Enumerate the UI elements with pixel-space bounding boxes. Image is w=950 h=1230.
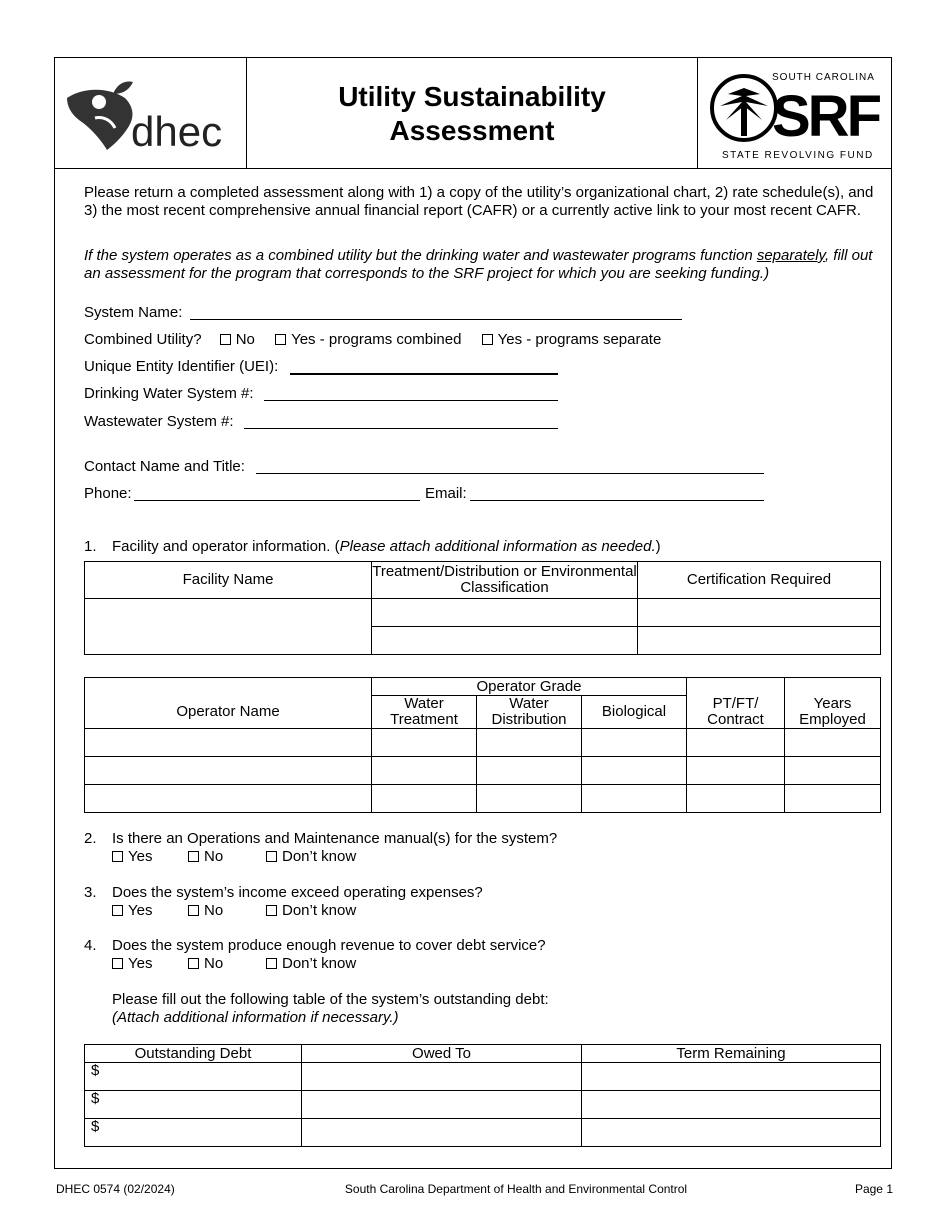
debt-intro: Please fill out the following table of the system’s outstanding debt: — [112, 991, 549, 1008]
phone-field[interactable] — [134, 500, 420, 501]
svg-text:SRF: SRF — [772, 84, 879, 149]
facility-table — [84, 561, 881, 655]
q3-dont-know-option[interactable]: Don’t know — [266, 902, 356, 919]
wastewater-field[interactable] — [244, 428, 558, 429]
intro-paragraph: Please return a completed assessment along with 1) a copy of the utility’s organizational chart, 2) rate schedule(s), and 3) the most recent comprehensive annual financial report (CAFR) or a currently active link to your most recent CAFR. — [84, 184, 874, 219]
water-treatment-header: Water Treatment — [372, 696, 477, 729]
owed-to-cell[interactable] — [302, 1091, 582, 1119]
email-label: Email: — [425, 485, 467, 502]
table-row — [85, 785, 881, 813]
q4-dont-know-option[interactable]: Don’t know — [266, 955, 356, 972]
form-header — [55, 58, 891, 169]
debt-amount-cell[interactable]: $ — [85, 1119, 302, 1147]
operator-grade-header: Operator Grade — [372, 678, 687, 696]
classification-cell[interactable] — [372, 627, 638, 655]
table-row — [85, 729, 881, 757]
checkbox-icon[interactable] — [266, 958, 277, 969]
combined-yes-combined-option[interactable]: Yes - programs combined — [275, 331, 461, 348]
table-row — [85, 1119, 881, 1147]
combined-no-option[interactable]: No — [220, 331, 255, 348]
classification-header: Treatment/Distribution or Environmental Classification — [372, 562, 638, 599]
q2-number: 2. — [84, 830, 97, 847]
svg-text:dhec: dhec — [131, 108, 223, 155]
combined-yes-separate-option[interactable]: Yes - programs separate — [482, 331, 662, 348]
srf-logo-cell — [697, 58, 891, 168]
q2-no-option[interactable]: No — [188, 848, 266, 866]
operator-cell[interactable] — [85, 729, 372, 757]
operator-cell[interactable] — [372, 729, 477, 757]
q1-number: 1. — [84, 538, 97, 555]
water-distribution-header: Water Distribution — [477, 696, 582, 729]
operator-cell[interactable] — [582, 785, 687, 813]
system-name-field[interactable] — [190, 319, 682, 320]
checkbox-icon[interactable] — [482, 334, 493, 345]
term-remaining-cell[interactable] — [582, 1119, 881, 1147]
checkbox-icon[interactable] — [112, 905, 123, 916]
q3-no-option[interactable]: No — [188, 902, 266, 920]
page-number: Page 1 — [854, 1182, 893, 1196]
debt-table — [84, 1044, 881, 1147]
classification-cell[interactable] — [372, 599, 638, 627]
facility-name-cell[interactable] — [85, 599, 372, 655]
checkbox-icon[interactable] — [220, 334, 231, 345]
q1-text: Facility and operator information. (Please attach additional information as needed.) — [112, 538, 661, 555]
q3-options — [112, 902, 356, 920]
q4-number: 4. — [84, 937, 97, 954]
operator-cell[interactable] — [687, 757, 785, 785]
phone-label: Phone: — [84, 485, 132, 502]
owed-to-cell[interactable] — [302, 1063, 582, 1091]
q4-yes-option[interactable]: Yes — [112, 955, 188, 973]
checkbox-icon[interactable] — [188, 905, 199, 916]
svg-text:STATE REVOLVING FUND: STATE REVOLVING FUND — [722, 150, 874, 161]
contact-label: Contact Name and Title: — [84, 458, 245, 475]
table-row — [85, 1091, 881, 1119]
operator-cell[interactable] — [785, 757, 881, 785]
checkbox-icon[interactable] — [112, 851, 123, 862]
checkbox-icon[interactable] — [188, 958, 199, 969]
q4-text: Does the system produce enough revenue to cover debt service? — [112, 937, 546, 954]
term-remaining-cell[interactable] — [582, 1091, 881, 1119]
operator-cell[interactable] — [785, 785, 881, 813]
owed-to-header: Owed To — [302, 1045, 582, 1063]
debt-amount-cell[interactable]: $ — [85, 1063, 302, 1091]
page-title: Utility Sustainability Assessment — [338, 81, 606, 146]
operator-cell[interactable] — [85, 757, 372, 785]
operator-name-header: Operator Name — [85, 678, 372, 729]
operator-cell[interactable] — [687, 729, 785, 757]
operator-cell[interactable] — [477, 729, 582, 757]
agency-name: South Carolina Department of Health and Environmental Control — [344, 1182, 688, 1196]
intro-note: If the system operates as a combined utility but the drinking water and wastewater programs function separately, fill out an assessment for the program that corresponds to the SRF project for which you are seeking funding.) — [84, 247, 873, 282]
checkbox-icon[interactable] — [275, 334, 286, 345]
q3-number: 3. — [84, 884, 97, 901]
q2-yes-option[interactable]: Yes — [112, 848, 188, 866]
drinking-water-field[interactable] — [264, 400, 558, 401]
q2-options — [112, 848, 356, 866]
system-name-label: System Name: — [84, 304, 183, 321]
contact-field[interactable] — [256, 473, 764, 474]
operator-cell[interactable] — [477, 785, 582, 813]
operator-cell[interactable] — [85, 785, 372, 813]
q4-options — [112, 955, 356, 973]
svg-text:SOUTH CAROLINA: SOUTH CAROLINA — [772, 72, 875, 83]
checkbox-icon[interactable] — [112, 958, 123, 969]
srf-logo — [698, 58, 892, 169]
operator-cell[interactable] — [687, 785, 785, 813]
operator-cell[interactable] — [582, 757, 687, 785]
operator-cell[interactable] — [582, 729, 687, 757]
certification-header: Certification Required — [638, 562, 881, 599]
form-id: DHEC 0574 (02/2024) — [56, 1182, 175, 1196]
debt-amount-cell[interactable]: $ — [85, 1091, 302, 1119]
operator-cell[interactable] — [372, 757, 477, 785]
q3-text: Does the system’s income exceed operating expenses? — [112, 884, 483, 901]
q2-dont-know-option[interactable]: Don’t know — [266, 848, 356, 865]
checkbox-icon[interactable] — [266, 851, 277, 862]
uei-field[interactable] — [290, 373, 558, 375]
pt-ft-header: PT/FT/ Contract — [687, 678, 785, 729]
certification-cell[interactable] — [638, 627, 881, 655]
table-row — [85, 757, 881, 785]
q4-no-option[interactable]: No — [188, 955, 266, 973]
checkbox-icon[interactable] — [266, 905, 277, 916]
checkbox-icon[interactable] — [188, 851, 199, 862]
email-field[interactable] — [470, 500, 764, 501]
owed-to-cell[interactable] — [302, 1119, 582, 1147]
biological-header: Biological — [582, 696, 687, 729]
term-remaining-header: Term Remaining — [582, 1045, 881, 1063]
q2-text: Is there an Operations and Maintenance manual(s) for the system? — [112, 830, 558, 847]
certification-cell[interactable] — [638, 599, 881, 627]
operator-table — [84, 677, 881, 813]
combined-utility-row: Combined Utility? No Yes - programs combined Yes - programs separate — [84, 331, 662, 348]
drinking-water-label: Drinking Water System #: — [84, 385, 254, 402]
q3-yes-option[interactable]: Yes — [112, 902, 188, 920]
operator-cell[interactable] — [372, 785, 477, 813]
operator-cell[interactable] — [785, 729, 881, 757]
dhec-logo — [55, 58, 247, 169]
table-row — [85, 1063, 881, 1091]
operator-cell[interactable] — [477, 757, 582, 785]
debt-intro-note: (Attach additional information if necessary.) — [112, 1009, 399, 1026]
wastewater-label: Wastewater System #: — [84, 413, 234, 430]
term-remaining-cell[interactable] — [582, 1063, 881, 1091]
years-employed-header: Years Employed — [785, 678, 881, 729]
uei-label: Unique Entity Identifier (UEI): — [84, 358, 279, 375]
facility-name-header: Facility Name — [85, 562, 372, 599]
outstanding-debt-header: Outstanding Debt — [85, 1045, 302, 1063]
dhec-logo-cell — [55, 58, 247, 168]
